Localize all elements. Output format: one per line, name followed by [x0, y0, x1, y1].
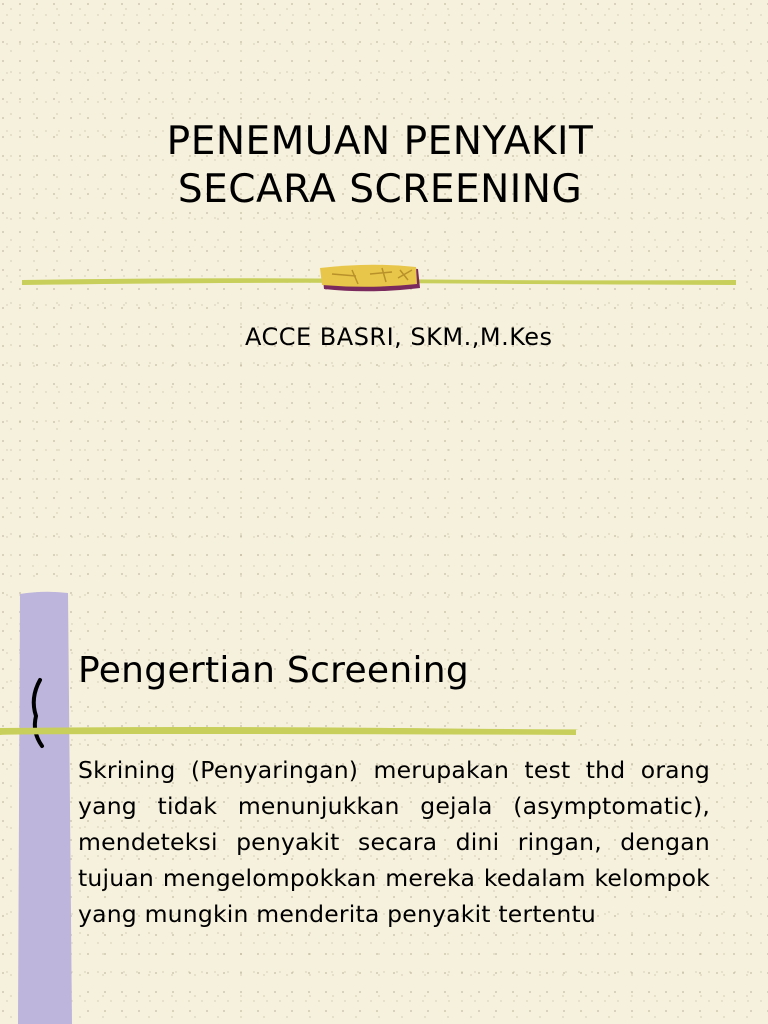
side-accent-bar — [14, 590, 76, 1024]
heading-underline — [0, 720, 580, 740]
author-name: ACCE BASRI, SKM.,M.Kes — [245, 323, 553, 351]
decorative-divider — [20, 262, 740, 302]
section-heading: Pengertian Screening — [78, 650, 470, 691]
slide-title — [60, 118, 700, 214]
title-line-1: PENEMUAN PENYAKIT — [166, 119, 594, 164]
content-slide — [0, 512, 768, 1024]
title-line-2: SECARA SCREENING — [177, 167, 583, 212]
definition-paragraph: Skrining (Penyaringan) merupakan test thd orang yang tidak menunjukkan gejala (asymptomatic), mendeteksi penyakit secara dini ringan, dengan tujuan mengelompokkan mereka kedalam kelompok yang mungkin menderita penyakit tertentu — [78, 756, 710, 928]
